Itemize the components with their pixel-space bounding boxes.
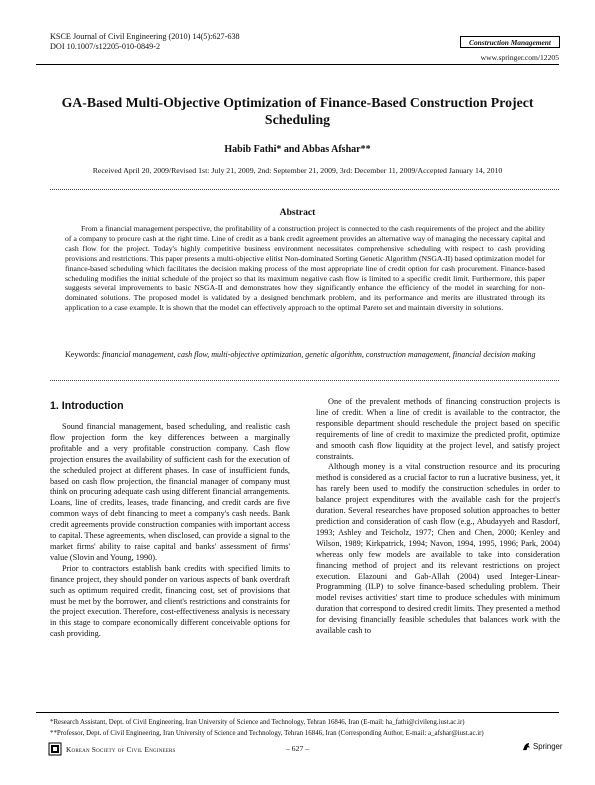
journal-info	[50, 32, 240, 52]
abstract-text: From a financial management perspective, the profitability of a construction project is connected to the cash requirements of the project and the ability of a company to procure cash at the right time. Line of credit as a bank credit agreement provides an alternative way of managing the necessary capital and cash flow for the project. Today's highly competitive business environment necessitates comprehensive scheduling with respect to cash providing provisions and restrictions. This paper presents a multi-objective elitist Non-dominated Sorting Genetic Algorithm (NSGA-II) based optimization model for finance-based scheduling which facilitates the decision making process of the most appropriate line of credit option for cash procurement. Finance-based scheduling modifies the initial schedule of the project so that its maximum negative cash flow is limited to a specific credit limit. Furthermore, this paper suggests several improvements to basic NSGA-II and demonstrates how they significantly enhance the efficiency of the model in searching for non-dominated solutions. The proposed model is validated by a designed benchmark problem, and its performance and merits are illustrated through its application to a case example. It is shown that the model can effectively approach to the optimal Pareto set and maintain diversity in solutions.	[65, 224, 545, 313]
paper-authors: Habib Fathi* and Abbas Afshar**	[224, 144, 371, 155]
paragraph: One of the prevalent methods of financing construction projects is line of credit. When a line of credit is available to the contractor, the responsible department should reschedule the project based on specific requirements of line of credit to maximize the predicted profit, optimize and smooth cash flow liquidity at the project level, and satisfy project constraints.	[316, 397, 560, 461]
paragraph: Sound financial management, based scheduling, and realistic cash flow projection form the key differences between a marginally profitable and a very profitable construction company. Cash flow projection ensures the availability of sufficient cash for the execution of the scheduled project at different phases. In case of insufficient funds, based on cash flow projection, the financial manager of company must think on procuring adequate cash using different financial arrangements. Loans, line of credits, leases, trade financing, and credit cards are five common ways of debt financing to meet a company's cash needs. Bank credit agreements provide construction companies with important access to capital. These agreements, when disclosed, can provide a signal to the market firms' ability to raise capital and banks' assessment of firms' value (Slovin and Young, 1990).	[50, 422, 290, 562]
section-heading-introduction: 1. Introduction	[50, 400, 124, 412]
right-column	[316, 397, 560, 637]
society-name: Korean Society of Civil Engineers	[66, 745, 176, 754]
left-column	[50, 422, 290, 640]
keywords	[65, 350, 545, 360]
paragraph: Although money is a vital construction resource and its procuring method is considered as a crucial factor to run a lucrative business, yet, it has rarely been used to modify the construction schedules in order to balance project expenditures with the available cash for the project's duration. Several researches have proposed solution approaches to better prediction and consideration of cash flow (e.g., Abudayyeh and Rasdorf, 1993; Ashley and Teicholz, 1977; Chen and Chen, 2000; Kenley and Wilson, 1989; Kirkpatrick, 1994; Navon, 1994, 1995, 1996; Park, 2004) whereas only few models are available to take into consideration financing method of project and its relevant restrictions on project execution. Elazouni and Gab-Allah (2004) used Integer-Linear-Programming (ILP) to solve finance-based scheduling problem. Their model revises activities' start time to produce schedules with minimum duration that correspond to desired credit limits. They presented a method for devising financially feasible schedules that balances work with the available cash to	[316, 462, 560, 636]
keywords-list: financial management, cash flow, multi-objective optimization, genetic algorithm, construction management, financial decision making	[102, 350, 536, 359]
journal-line: KSCE Journal of Civil Engineering (2010) 14(5):627-638	[50, 32, 240, 41]
header-rule	[36, 64, 559, 65]
springer-horse-icon	[522, 742, 531, 751]
paper-title: GA-Based Multi-Objective Optimization of Finance-Based Construction Project Scheduling	[61, 95, 534, 127]
doi-line: DOI 10.1007/s12205-010-0849-2	[50, 42, 161, 51]
publisher-name: Springer	[533, 742, 563, 751]
divider-bottom	[50, 380, 559, 381]
category-badge: Construction Management	[460, 36, 560, 48]
footnote-rule	[36, 712, 559, 713]
publisher-logo	[522, 742, 562, 751]
footnote-author-2: **Professor, Dept. of Civil Engineering, Iran University of Science and Technology, Tehran 16846, Iran (Corresponding Author, E-mail: a_afshar@iust.ac.ir)	[50, 730, 484, 737]
received-dates: Received April 20, 2009/Revised 1st: July 21, 2009, 2nd: September 21, 2009, 3rd: December 11, 2009/Accepted January 14, 2010	[92, 166, 503, 175]
abstract-heading: Abstract	[279, 207, 316, 218]
paragraph: Prior to contractors establish bank credits with specified limits to finance project, they should ponder on various aspects of bank overdraft such as optimum required credit, financing cost, set of provisions that must be met by the borrower, and client's restrictions and constraints for the project execution. Therefore, cost-effectiveness analysis is necessary in this stage to compare economically different conceivable options for cash providing.	[50, 563, 290, 639]
keywords-label: Keywords:	[65, 350, 101, 359]
divider-top	[50, 189, 559, 190]
page-number: – 627 –	[285, 744, 310, 753]
journal-website-link[interactable]: www.springer.com/12205	[480, 53, 559, 62]
footnote-author-1: *Research Assistant, Dept. of Civil Engineering, Iran University of Science and Technology, Tehran 16846, Iran (E-mail: ha_fathi@civileng.iust.ac.ir)	[50, 719, 465, 726]
